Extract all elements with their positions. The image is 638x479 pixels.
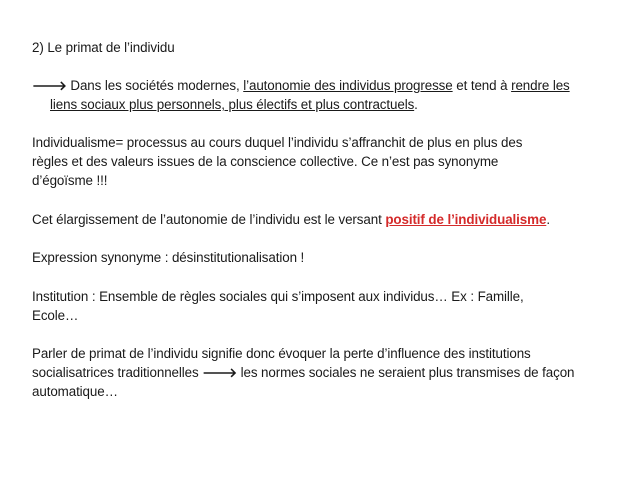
paragraph-1-line-2 [50, 95, 418, 114]
section-heading [32, 38, 175, 57]
paragraph-6-line-3: automatique… [32, 384, 118, 399]
paragraph-3 [32, 210, 550, 229]
p1-underlined-liens: liens sociaux plus personnels, plus électifs et plus contractuels [50, 97, 415, 112]
p6-text-b: les normes sociales ne seraient plus transmises de façon [236, 365, 575, 380]
p1-text-a: Dans les sociétés modernes, [66, 78, 244, 93]
paragraph-6-line-1: Parler de primat de l’individu signifie donc évoquer la perte d’influence des institutions [32, 346, 531, 361]
paragraph-4: Expression synonyme : désinstitutionalisation ! [32, 250, 305, 265]
paragraph-2-line-2: règles et des valeurs issues de la conscience collective. Ce n’est pas synonyme [32, 154, 499, 169]
p3-text-a: Cet élargissement de l’autonomie de l’individu est le versant [32, 212, 386, 227]
paragraph-6-line-2 [32, 363, 574, 382]
p3-highlight-positif: positif de l’individualisme [385, 212, 547, 227]
p1-text-f: . [414, 97, 418, 112]
arrow-icon: 🡒 [32, 78, 67, 93]
p6-text-a: socialisatrices traditionnelles [32, 365, 203, 380]
p1-text-c: et tend à [452, 78, 512, 93]
paragraph-2-line-3: d’égoïsme !!! [32, 173, 108, 188]
paragraph-5-line-1: Institution : Ensemble de règles sociales qui s’imposent aux individus… Ex : Famille, [32, 289, 524, 304]
arrow-icon: 🡒 [202, 365, 237, 380]
p1-underlined-autonomie: l’autonomie des individus progresse [243, 78, 453, 93]
paragraph-2-line-1: Individualisme= processus au cours duquel l’individu s’affranchit de plus en plus des [32, 135, 523, 150]
p1-underlined-rendre: rendre les [511, 78, 570, 93]
paragraph-5-line-2: Ecole… [32, 308, 79, 323]
heading-text: 2) Le primat de l’individu [32, 40, 175, 55]
p3-text-c: . [546, 212, 550, 227]
paragraph-1-line-1 [32, 76, 570, 95]
